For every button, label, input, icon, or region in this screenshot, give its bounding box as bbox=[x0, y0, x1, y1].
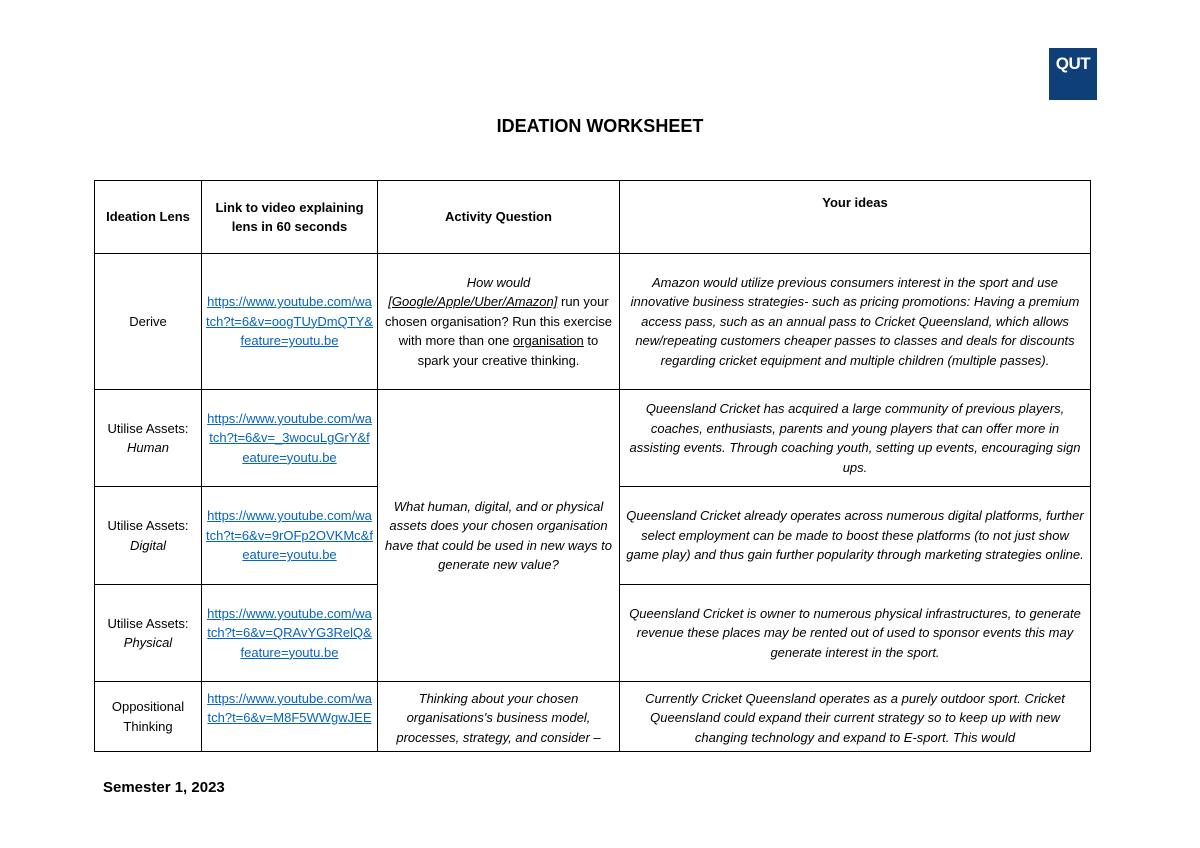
video-link-human[interactable]: https://www.youtube.com/watch?t=6&v=_3wocuLgGrY&feature=youtu.be bbox=[207, 410, 372, 465]
video-link-cell bbox=[202, 390, 378, 487]
video-link-oppositional[interactable]: https://www.youtube.com/watch?t=6&v=M8F5WWgwJEE bbox=[207, 690, 372, 725]
ideas-derive: Amazon would utilize previous consumers interest in the sport and use innovative business strategies- such as pricing promotions: Having a premium access pass, such as an annual pass to Cricket Queensland, which allows new/repeating customers cheaper passes to classes and deals for discounts regarding cricket equipment and multiple children (multiple passes). bbox=[620, 254, 1091, 390]
video-link-cell bbox=[202, 682, 378, 752]
question-derive-org: organisation bbox=[512, 333, 584, 349]
video-link-cell bbox=[202, 254, 378, 390]
ideas-oppositional-text: Currently Cricket Queensland operates as a purely outdoor sport. Cricket Queensland could expand their current strategy so to keep up with new changing technology and expand to E-sport. This would bbox=[645, 690, 1065, 745]
lens-digital-sub: Digital bbox=[129, 537, 167, 553]
lens-human-sub: Human bbox=[127, 440, 169, 455]
header-video-link: Link to video explaining lens in 60 seconds bbox=[202, 181, 378, 254]
video-link-digital[interactable]: https://www.youtube.com/watch?t=6&v=9rOFp2OVKMc&feature=youtu.be bbox=[206, 508, 373, 563]
lens-digital bbox=[95, 487, 202, 585]
question-derive-post: to spark your creative thinking. bbox=[417, 333, 599, 368]
lens-human bbox=[95, 390, 202, 487]
question-derive-brands: [Google/Apple/Uber/Amazon] bbox=[388, 294, 558, 310]
video-link-cell bbox=[202, 585, 378, 682]
lens-derive: Derive bbox=[95, 254, 202, 390]
ideas-oppositional bbox=[620, 682, 1091, 752]
page-title: IDEATION WORKSHEET bbox=[496, 116, 704, 136]
video-link-cell bbox=[202, 487, 378, 585]
header-your-ideas: Your ideas bbox=[620, 181, 1091, 254]
question-derive-pre: How would bbox=[466, 274, 531, 290]
question-assets: What human, digital, and or physical assets does your chosen organisation have that could be used in new ways to generate new value? bbox=[378, 390, 620, 682]
semester-footer: Semester 1, 2023 bbox=[103, 779, 225, 796]
ideas-human: Queensland Cricket has acquired a large community of previous players, coaches, enthusiasts, parents and young players that can offer more in assisting events. Through coaching youth, setting up events, encouraging sign ups. bbox=[620, 390, 1091, 487]
lens-physical-sub: Physical bbox=[123, 635, 173, 650]
lens-human-label: Utilise Assets: bbox=[107, 420, 189, 436]
header-activity-question: Activity Question bbox=[378, 181, 620, 254]
table-row-derive bbox=[95, 254, 1091, 390]
lens-physical bbox=[95, 585, 202, 682]
table-row-human bbox=[95, 390, 1091, 487]
video-link-clip bbox=[206, 689, 373, 745]
video-link-physical[interactable]: https://www.youtube.com/watch?t=6&v=QRAvYG3RelQ&feature=youtu.be bbox=[207, 605, 372, 660]
question-derive bbox=[378, 254, 620, 390]
header-ideation-lens: Ideation Lens bbox=[95, 181, 202, 254]
lens-physical-label: Utilise Assets: bbox=[107, 615, 189, 631]
question-oppositional-text: Thinking about your chosen organisations's business model, processes, strategy, and consider – bbox=[396, 690, 601, 745]
table-row-oppositional bbox=[95, 682, 1091, 752]
qut-logo: QUT bbox=[1049, 48, 1097, 100]
ideation-table bbox=[94, 180, 1091, 752]
ideas-physical: Queensland Cricket is owner to numerous physical infrastructures, to generate revenue these places may be rented out of used to sponsor events this may generate interest in the sport. bbox=[620, 585, 1091, 682]
video-link-derive[interactable]: https://www.youtube.com/watch?t=6&v=oogTUyDmQTY&feature=youtu.be bbox=[206, 294, 373, 349]
lens-oppositional: Oppositional Thinking bbox=[95, 682, 202, 752]
question-oppositional bbox=[378, 682, 620, 752]
lens-digital-label: Utilise Assets: bbox=[107, 518, 189, 533]
ideas-digital: Queensland Cricket already operates across numerous digital platforms, further select employment can be made to boost these platforms (to not just show game play) and thus gain further popularity through marketing strategies online. bbox=[620, 487, 1091, 585]
header-row bbox=[95, 181, 1091, 254]
question-derive-mid: run your chosen organisation? Run this exercise with more than one bbox=[385, 294, 612, 349]
